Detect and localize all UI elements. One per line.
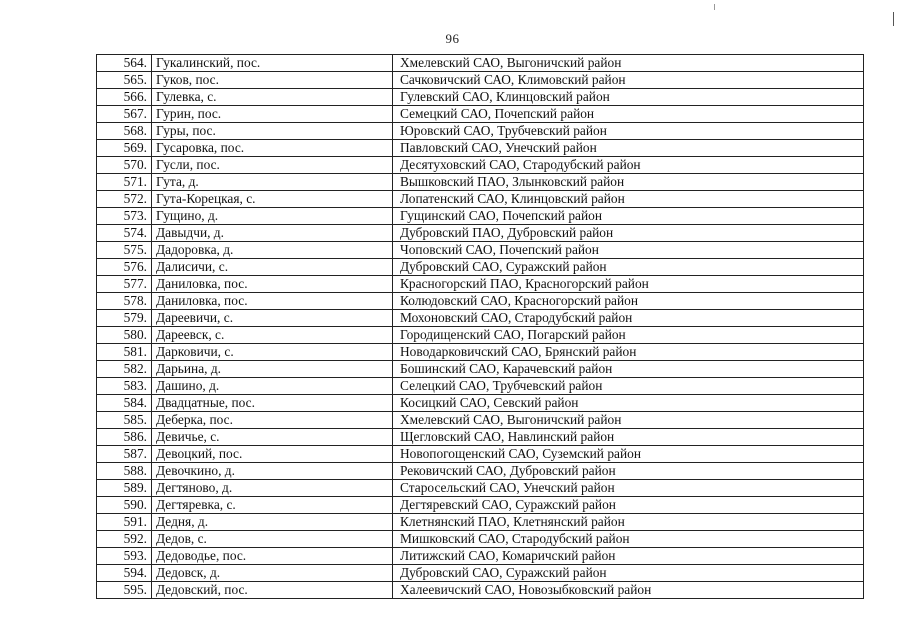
council-district-cell: Новопогощенский САО, Суземский район	[393, 446, 864, 463]
row-number-cell: 576.	[97, 259, 152, 276]
council-district-cell: Новодарковичский САО, Брянский район	[393, 344, 864, 361]
table-row	[97, 565, 864, 582]
council-district-cell: Городищенский САО, Погарский район	[393, 327, 864, 344]
settlement-name-cell: Деберка, пос.	[152, 412, 393, 429]
settlement-name-cell: Гута-Корецкая, с.	[152, 191, 393, 208]
council-district-cell: Сачковичский САО, Климовский район	[393, 72, 864, 89]
row-number-cell: 578.	[97, 293, 152, 310]
table-row	[97, 225, 864, 242]
council-district-cell: Павловский САО, Унечский район	[393, 140, 864, 157]
row-number-cell: 591.	[97, 514, 152, 531]
table-row	[97, 89, 864, 106]
council-district-cell: Красногорский ПАО, Красногорский район	[393, 276, 864, 293]
settlement-name-cell: Дедов, с.	[152, 531, 393, 548]
row-number-cell: 565.	[97, 72, 152, 89]
council-district-cell: Колюдовский САО, Красногорский район	[393, 293, 864, 310]
table-row	[97, 480, 864, 497]
council-district-cell: Рековичский САО, Дубровский район	[393, 463, 864, 480]
council-district-cell: Мохоновский САО, Стародубский район	[393, 310, 864, 327]
settlement-name-cell: Гусли, пос.	[152, 157, 393, 174]
settlement-name-cell: Дедоводье, пос.	[152, 548, 393, 565]
council-district-cell: Косицкий САО, Севский район	[393, 395, 864, 412]
council-district-cell: Хмелевский САО, Выгоничский район	[393, 55, 864, 72]
council-district-cell: Дегтяревский САО, Суражский район	[393, 497, 864, 514]
table-row	[97, 344, 864, 361]
table-row	[97, 361, 864, 378]
row-number-cell: 580.	[97, 327, 152, 344]
council-district-cell: Дубровский САО, Суражский район	[393, 565, 864, 582]
table-row	[97, 327, 864, 344]
row-number-cell: 592.	[97, 531, 152, 548]
row-number-cell: 575.	[97, 242, 152, 259]
table-row	[97, 140, 864, 157]
row-number-cell: 574.	[97, 225, 152, 242]
council-district-cell: Дубровский ПАО, Дубровский район	[393, 225, 864, 242]
settlement-name-cell: Девичье, с.	[152, 429, 393, 446]
row-number-cell: 572.	[97, 191, 152, 208]
row-number-cell: 571.	[97, 174, 152, 191]
council-district-cell: Халеевичский САО, Новозыбковский район	[393, 582, 864, 599]
table-row	[97, 157, 864, 174]
settlement-name-cell: Гукалинский, пос.	[152, 55, 393, 72]
council-district-cell: Лопатенский САО, Клинцовский район	[393, 191, 864, 208]
row-number-cell: 566.	[97, 89, 152, 106]
council-district-cell: Старосельский САО, Унечский район	[393, 480, 864, 497]
council-district-cell: Вышковский ПАО, Злынковский район	[393, 174, 864, 191]
settlement-name-cell: Далисичи, с.	[152, 259, 393, 276]
table-row	[97, 276, 864, 293]
table-row	[97, 259, 864, 276]
council-district-cell: Гущинский САО, Почепский район	[393, 208, 864, 225]
settlement-name-cell: Девочкино, д.	[152, 463, 393, 480]
row-number-cell: 584.	[97, 395, 152, 412]
settlement-name-cell: Дарковичи, с.	[152, 344, 393, 361]
settlement-name-cell: Даниловка, пос.	[152, 293, 393, 310]
settlement-name-cell: Давыдчи, д.	[152, 225, 393, 242]
settlement-name-cell: Гущино, д.	[152, 208, 393, 225]
council-district-cell: Юровский САО, Трубчевский район	[393, 123, 864, 140]
row-number-cell: 589.	[97, 480, 152, 497]
table-row	[97, 174, 864, 191]
settlements-table-body	[97, 55, 864, 599]
settlement-name-cell: Гута, д.	[152, 174, 393, 191]
table-row	[97, 497, 864, 514]
table-row	[97, 293, 864, 310]
settlement-name-cell: Дедовск, д.	[152, 565, 393, 582]
council-district-cell: Мишковский САО, Стародубский район	[393, 531, 864, 548]
table-row	[97, 446, 864, 463]
row-number-cell: 564.	[97, 55, 152, 72]
table-row	[97, 395, 864, 412]
table-row	[97, 55, 864, 72]
council-district-cell: Чоповский САО, Почепский район	[393, 242, 864, 259]
row-number-cell: 570.	[97, 157, 152, 174]
table-row	[97, 378, 864, 395]
settlement-name-cell: Дадоровка, д.	[152, 242, 393, 259]
table-row	[97, 72, 864, 89]
council-district-cell: Десятуховский САО, Стародубский район	[393, 157, 864, 174]
settlement-name-cell: Дарьина, д.	[152, 361, 393, 378]
settlement-name-cell: Даниловка, пос.	[152, 276, 393, 293]
row-number-cell: 567.	[97, 106, 152, 123]
council-district-cell: Щегловский САО, Навлинский район	[393, 429, 864, 446]
council-district-cell: Клетнянский ПАО, Клетнянский район	[393, 514, 864, 531]
settlement-name-cell: Дегтяново, д.	[152, 480, 393, 497]
council-district-cell: Дубровский САО, Суражский район	[393, 259, 864, 276]
table-row	[97, 106, 864, 123]
table-row	[97, 310, 864, 327]
council-district-cell: Литижский САО, Комаричский район	[393, 548, 864, 565]
settlement-name-cell: Двадцатные, пос.	[152, 395, 393, 412]
row-number-cell: 568.	[97, 123, 152, 140]
settlement-name-cell: Гурин, пос.	[152, 106, 393, 123]
table-row	[97, 429, 864, 446]
row-number-cell: 588.	[97, 463, 152, 480]
row-number-cell: 577.	[97, 276, 152, 293]
settlement-name-cell: Гуков, пос.	[152, 72, 393, 89]
row-number-cell: 587.	[97, 446, 152, 463]
settlements-table	[96, 54, 864, 599]
settlement-name-cell: Дедня, д.	[152, 514, 393, 531]
row-number-cell: 573.	[97, 208, 152, 225]
table-row	[97, 208, 864, 225]
table-row	[97, 531, 864, 548]
table-row	[97, 412, 864, 429]
table-row	[97, 514, 864, 531]
settlement-name-cell: Дашино, д.	[152, 378, 393, 395]
council-district-cell: Семецкий САО, Почепский район	[393, 106, 864, 123]
margin-mark	[893, 12, 894, 26]
row-number-cell: 585.	[97, 412, 152, 429]
row-number-cell: 593.	[97, 548, 152, 565]
settlement-name-cell: Девоцкий, пос.	[152, 446, 393, 463]
council-district-cell: Гулевский САО, Клинцовский район	[393, 89, 864, 106]
table-row	[97, 123, 864, 140]
table-row	[97, 548, 864, 565]
row-number-cell: 594.	[97, 565, 152, 582]
settlement-name-cell: Дедовский, пос.	[152, 582, 393, 599]
table-row	[97, 191, 864, 208]
margin-mark	[714, 4, 715, 10]
council-district-cell: Хмелевский САО, Выгоничский район	[393, 412, 864, 429]
row-number-cell: 586.	[97, 429, 152, 446]
table-row	[97, 463, 864, 480]
row-number-cell: 579.	[97, 310, 152, 327]
table-row	[97, 242, 864, 259]
council-district-cell: Селецкий САО, Трубчевский район	[393, 378, 864, 395]
row-number-cell: 569.	[97, 140, 152, 157]
row-number-cell: 583.	[97, 378, 152, 395]
settlement-name-cell: Гусаровка, пос.	[152, 140, 393, 157]
page-number: 96	[445, 31, 460, 46]
settlement-name-cell: Гуры, пос.	[152, 123, 393, 140]
table-row	[97, 582, 864, 599]
council-district-cell: Бошинский САО, Карачевский район	[393, 361, 864, 378]
row-number-cell: 595.	[97, 582, 152, 599]
settlement-name-cell: Гулевка, с.	[152, 89, 393, 106]
row-number-cell: 590.	[97, 497, 152, 514]
row-number-cell: 582.	[97, 361, 152, 378]
settlement-name-cell: Дареевичи, с.	[152, 310, 393, 327]
settlement-name-cell: Дегтяревка, с.	[152, 497, 393, 514]
settlement-name-cell: Дареевск, с.	[152, 327, 393, 344]
row-number-cell: 581.	[97, 344, 152, 361]
